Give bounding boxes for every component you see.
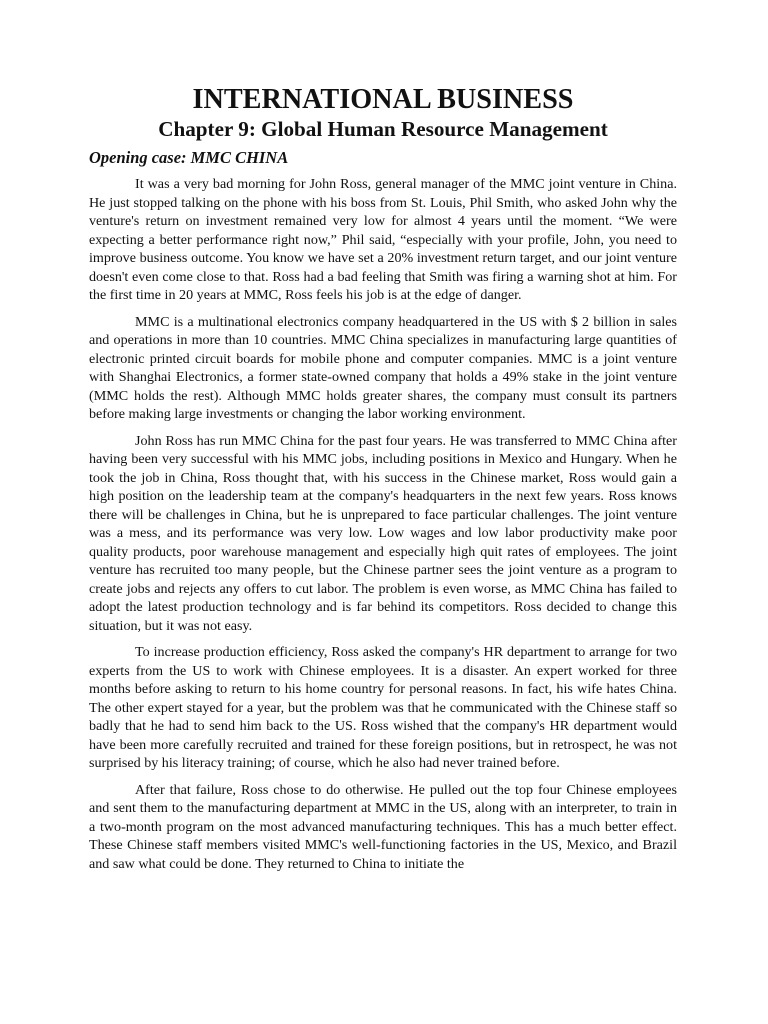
paragraph: After that failure, Ross chose to do otherwise. He pulled out the top four Chinese employees and sent them to the manufacturing department at MMC in the US, along with an interpreter, to train in a two-month program on the most advanced manufacturing techniques. This has a much better effect. These Chinese staff members visited MMC's well-functioning factories in the US, Mexico, and Brazil and saw what could be done. They returned to China to initiate the xyxy=(89,781,677,872)
case-title: Opening case: MMC CHINA xyxy=(89,148,289,167)
chapter-heading: Chapter 9: Global Human Resource Management xyxy=(158,117,608,141)
paragraph: MMC is a multinational electronics company headquartered in the US with $ 2 billion in sales and operations in more than 10 countries. MMC China specializes in manufacturing large quantities of electronic printed circuit boards for mobile phone and computer companies. MMC is a joint venture with Shanghai Electronics, a former state-owned company that holds a 49% stake in the joint venture (MMC holds the rest). Although MMC holds greater shares, the company must consult its partners before making large investments or changing the labor working environment. xyxy=(89,313,677,422)
document-title: INTERNATIONAL BUSINESS xyxy=(192,84,574,115)
paragraph: It was a very bad morning for John Ross, general manager of the MMC joint venture in China. He just stopped talking on the phone with his boss from St. Louis, Phil Smith, who asked John why the venture's return on investment remained very low for almost 4 years until the moment. “We were expecting a better performance right now,” Phil said, “especially with your profile, John, you need to improve business outcome. You know we have set a 20% investment return target, and our joint venture doesn't even come close to that. Ross had a bad feeling that Smith was firing a warning shot at him. For the first time in 20 years at MMC, Ross feels his job is at the edge of danger. xyxy=(89,176,677,303)
paragraph: John Ross has run MMC China for the past four years. He was transferred to MMC China after having been very successful with his MMC jobs, including positions in Mexico and Hungary. When he took the job in China, Ross thought that, with his success in the Chinese market, Ross would gain a high position on the leadership team at the company's headquarters in the next few years. Ross knows there will be challenges in China, but he is unprepared to face particular challenges. The joint venture was a mess, and its performance was very low. Low wages and low labor productivity make poor quality products, poor warehouse management and especially high quit rates of employees. The joint venture has recruited too many people, but the Chinese partner sees the joint venture as a program to create jobs and rejects any offers to cut labor. The problem is even worse, as MMC China has failed to adopt the latest production technology and is far behind its competitors. Ross decided to change this situation, but it was not easy. xyxy=(89,432,677,634)
document-page xyxy=(89,84,677,881)
paragraph: To increase production efficiency, Ross asked the company's HR department to arrange for two experts from the US to work with Chinese employees. It is a disaster. An expert worked for three months before asking to return to his home country for personal reasons. In fact, his wife hates China. The other expert stayed for a year, but the problem was that he communicated with the Chinese staff so badly that he had to send him back to the US. Ross wished that the company's HR department would have been more carefully recruited and trained for these foreign positions, but in retrospect, he was not surprised by his literacy training; of course, which he also had never trained before. xyxy=(89,644,677,771)
